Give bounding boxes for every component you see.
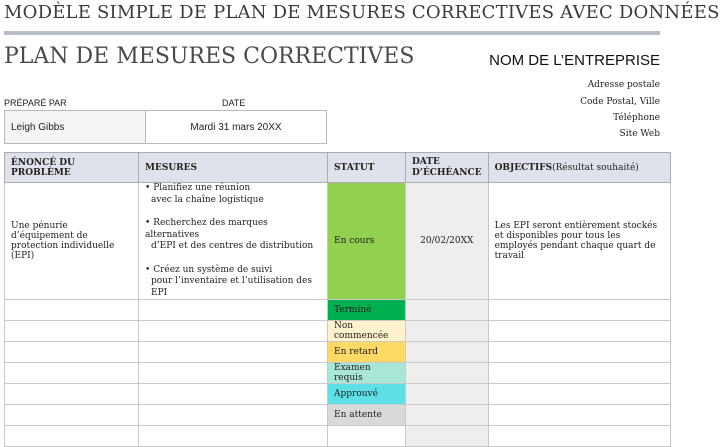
company-name: NOM DE L’ENTREPRISE [489,52,660,69]
header-measures: MESURES [139,153,328,183]
prepared-by-label: PRÉPARÉ PAR [4,98,67,108]
company-address: Adresse postale [587,80,660,90]
header-due-date [406,153,489,183]
company-postal: Code Postal, Ville [580,97,660,107]
info-box [4,110,327,144]
header-due-line2: D’ÉCHÉANCE [412,167,482,178]
header-due-line1: DATE [412,156,440,167]
table-header-row [5,153,671,183]
table-row [5,300,671,321]
measures-cell[interactable] [139,183,328,300]
measure-1-line1: Planifiez une réunion [153,183,251,193]
table-row [5,426,671,447]
measure-1-line2: avec la chaîne logistique [151,194,264,205]
company-website: Site Web [619,129,660,139]
plan-title: PLAN DE MESURES CORRECTIVES [4,44,415,69]
date-label: DATE [222,98,246,108]
measure-2-line1: Recherchez des marques alternatives [145,218,268,240]
header-problem: ÉNONCÉ DU PROBLÈME [5,153,139,183]
main-title: MODÈLE SIMPLE DE PLAN DE MESURES CORRECTIVES AVEC DONNÉES [4,2,720,23]
status-cell[interactable]: Non commencée [328,321,406,342]
bullet-icon: • [145,183,151,193]
date-field[interactable]: Mardi 31 mars 20XX [190,121,282,133]
table-row [5,342,671,363]
measure-2-line2: d’EPI et des centres de distribution [151,241,314,251]
header-status: STATUT [328,153,406,183]
table-row [5,363,671,384]
objective-cell[interactable]: Les EPI seront entièrement stockés et disponibles pour tous les employés pendant chaque quart de travail [488,183,670,300]
measure-3-line1: Créez un système de suivi [153,264,273,275]
company-phone: Téléphone [613,113,660,123]
bullet-icon: • [145,264,151,275]
table-row [5,384,671,405]
due-date-cell[interactable]: 20/02/20XX [406,183,489,300]
prepared-by-field[interactable]: Leigh Gibbs [5,111,146,143]
table-row [5,321,671,342]
measure-3-line2: pour l’inventaire et l’utilisation des EPI [151,276,312,298]
problem-cell[interactable]: Une pénurie d’équipement de protection individuelle (EPI) [5,183,139,300]
status-cell[interactable]: En attente [328,405,406,426]
table-row [5,183,671,300]
bullet-icon: • [145,218,151,228]
header-objectives [488,153,670,183]
table-row [5,405,671,426]
status-cell[interactable]: Examen requis [328,363,406,384]
status-cell[interactable]: En retard [328,342,406,363]
header-objectives-sub: (Résultat souhaité) [552,162,639,173]
status-cell[interactable]: Approuvé [328,384,406,405]
action-plan-table [4,152,671,447]
header-objectives-label: OBJECTIFS [494,162,553,173]
title-divider [4,31,660,35]
status-cell[interactable]: En cours [328,183,406,300]
status-cell[interactable]: Terminé [328,300,406,321]
